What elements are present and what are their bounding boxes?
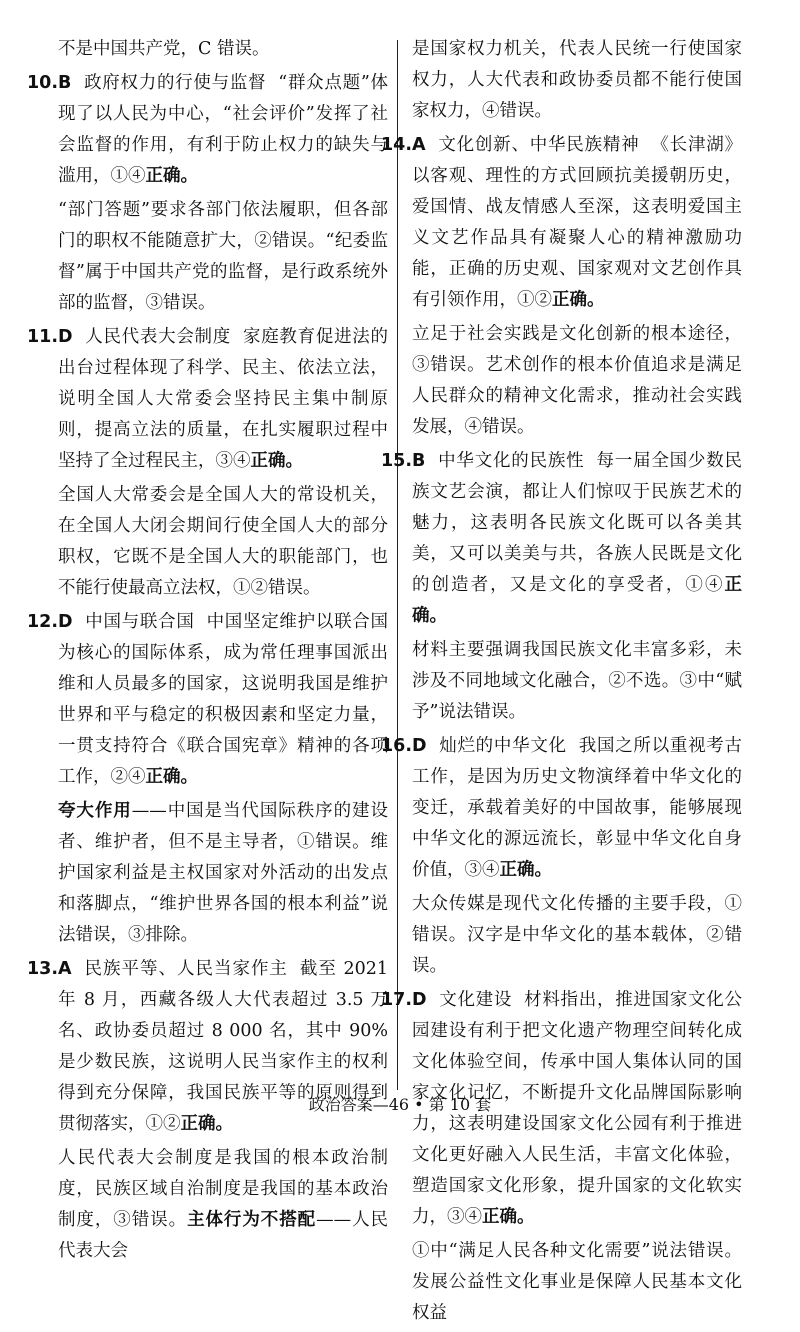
topic: 文化创新、中华民族精神 [437, 135, 640, 155]
correct-mark: 正确。 [180, 1114, 233, 1134]
answer-letter: D [412, 736, 427, 756]
answer-letter: D [58, 327, 73, 347]
correct-mark: 正确。 [552, 290, 605, 310]
question-16 [381, 731, 742, 886]
answer-letter: A [412, 135, 426, 155]
question-number: 11. [27, 327, 59, 347]
paragraph: “部门答题”要求各部门依法履职，但各部门的职权不能随意扩大，②错误。“纪委监督”属于中国共产党的监督，是行政系统外部的监督，③错误。 [58, 200, 388, 313]
explanation: 截至 2021 年 8 月，西藏各级人大代表超过 3.5 万名、政协委员超过 8 000 名，其中 90% 是少数民族，这说明人民当家作主的权利得到充分保障，我国民族平等的原则得到贯彻落实，①② [58, 959, 388, 1134]
explanation: 人民代表大会制度是我国的根本政治制度，民族区域自治制度是我国的基本政治制度，③错误。 [58, 1148, 388, 1230]
question-number: 13. [27, 959, 59, 979]
answer-letter: B [58, 73, 72, 93]
correct-mark: 正确。 [499, 860, 552, 880]
paragraph: 立足于社会实践是文化创新的根本途径，③错误。艺术创作的根本价值追求是满足人民群众的精神文化需求，推动社会实践发展，④错误。 [412, 324, 742, 437]
answer-letter: B [412, 451, 426, 471]
explanation: 我国之所以重视考古工作，是因为历史文物演绎着中华文化的变迁，承载着美好的中国故事，能够展现中华文化的源远流长，彰显中华文化自身价值，③④ [412, 736, 742, 880]
question-number: 17. [381, 990, 413, 1010]
paragraph [58, 796, 388, 951]
question-number: 14. [381, 135, 413, 155]
question-14 [381, 130, 743, 316]
explanation: ——人民代表大会 [58, 1210, 388, 1261]
question-number: 10. [27, 73, 59, 93]
question-number: 15. [381, 451, 413, 471]
question-number: 12. [27, 612, 59, 632]
answer-letter: D [412, 990, 427, 1010]
paragraph: 大众传媒是现代文化传播的主要手段，①错误。汉字是中华文化的基本载体，②错误。 [412, 894, 742, 976]
explanation: 《长津湖》以客观、理性的方式回顾抗美援朝历史，爱国情、战友情感人至深，这表明爱国主义文艺作品具有凝聚人心的精神激励功能，正确的历史观、国家观对文艺创作具有引领作用，①② [412, 135, 743, 310]
correct-mark: 正确。 [250, 451, 303, 471]
correct-mark: 正确。 [145, 166, 198, 186]
left-column [27, 34, 389, 1270]
question-number: 16. [381, 736, 413, 756]
correct-mark: 正确。 [482, 1207, 535, 1227]
error-type: 夸大作用 [58, 801, 132, 821]
paragraph: ①中“满足人民各种文化需要”说法错误。发展公益性文化事业是保障人民基本文化权益 [412, 1241, 742, 1323]
topic: 灿烂的中华文化 [438, 736, 567, 756]
explanation: 每一届全国少数民族文艺会演，都让人们惊叹于民族艺术的魅力，这表明各民族文化既可以各美其美，又可以美美与共，各族人民既是文化的创造者，又是文化的享受者，①④ [412, 451, 743, 595]
correct-mark: 正确。 [145, 767, 198, 787]
column-divider [397, 40, 398, 1090]
explanation: 中国坚定维护以联合国为核心的国际体系，成为常任理事国派出维和人员最多的国家，这说明我国是维护世界和平与稳定的积极因素和坚定力量，一贯支持符合《联合国宪章》精神的各项工作，②④ [58, 612, 389, 787]
question-15 [381, 446, 743, 632]
paragraph: 是国家权力机关，代表人民统一行使国家权力，人大代表和政协委员都不能行使国家权力，④错误。 [412, 39, 742, 121]
error-type: 主体行为不搭配 [187, 1210, 317, 1230]
explanation: ——中国是当代国际秩序的建设者、维护者，但不是主导者，①错误。维护国家利益是主权国家对外活动的出发点和落脚点，“维护世界各国的根本利益”说法错误，③排除。 [58, 801, 388, 945]
paragraph [58, 1143, 388, 1267]
paragraph: 材料主要强调我国民族文化丰富多彩，未涉及不同地域文化融合，②不选。③中“赋予”说法错误。 [412, 640, 742, 722]
paragraph: 不是中国共产党，C 错误。 [58, 39, 270, 59]
question-11 [27, 322, 389, 477]
explanation: 材料指出，推进国家文化公园建设有利于把文化遗产物理空间转化成文化体验空间，传承中国人集体认同的国家文化记忆，不断提升文化品牌国际影响力，这表明建设国家文化公园有利于推进文化更好融入人民生活，丰富文化体验，塑造国家文化形象，提升国家的文化软实力，③④ [412, 990, 743, 1227]
topic: 中华文化的民族性 [437, 451, 585, 471]
topic: 文化建设 [438, 990, 513, 1010]
topic: 民族平等、人民当家作主 [83, 959, 288, 979]
topic: 中国与联合国 [84, 612, 195, 632]
page-footer: 政治答案—46 • 第 10 套 [308, 1095, 492, 1114]
topic: 人民代表大会制度 [84, 327, 231, 347]
paragraph: 全国人大常委会是全国人大的常设机关，在全国人大闭会期间行使全国人大的部分职权，它既不是全国人大的职能部门，也不能行使最高立法权，①②错误。 [58, 485, 388, 598]
question-12 [27, 607, 389, 793]
explanation: “群众点题”体现了以人民为中心，“社会评价”发挥了社会监督的作用，有利于防止权力的缺失与滥用，①④ [58, 73, 388, 186]
correct-mark: 正确。 [412, 575, 742, 626]
answer-letter: A [58, 959, 72, 979]
topic: 政府权力的行使与监督 [83, 73, 267, 93]
answer-letter: D [58, 612, 73, 632]
question-10 [27, 68, 388, 192]
explanation: 家庭教育促进法的出台过程体现了科学、民主、依法立法，说明全国人大常委会坚持民主集中制原则，提高立法的质量，在扎实履职过程中坚持了全过程民主，③④ [58, 327, 389, 471]
